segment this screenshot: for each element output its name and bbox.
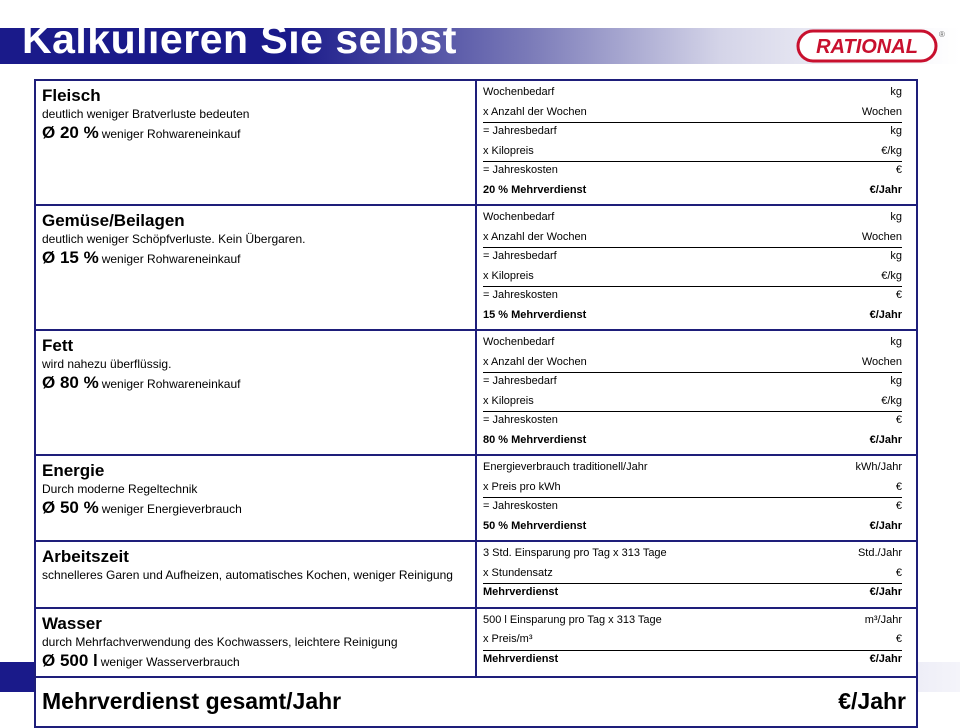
savings-value: Ø 80 % xyxy=(42,373,99,392)
category-row xyxy=(35,541,917,608)
logo-text: RATIONAL xyxy=(816,36,918,58)
calc-label: Wochenbedarf xyxy=(483,86,555,98)
calc-unit: kg xyxy=(890,86,902,98)
rational-logo xyxy=(796,28,946,64)
category-info-cell xyxy=(35,330,476,455)
savings-value: Ø 50 % xyxy=(42,498,99,517)
category-savings xyxy=(42,651,469,672)
calc-unit: €/Jahr xyxy=(869,433,902,446)
calc-unit: € xyxy=(895,633,902,645)
calc-line xyxy=(483,268,902,288)
calc-line xyxy=(483,584,902,604)
category-row xyxy=(35,80,917,205)
calc-label: = Jahreskosten xyxy=(483,164,558,176)
calc-label: x Preis/m³ xyxy=(483,633,533,645)
category-row xyxy=(35,205,917,330)
category-row xyxy=(35,330,917,455)
calc-line xyxy=(483,373,902,393)
savings-text: weniger Rohwareneinkauf xyxy=(101,252,241,266)
category-title: Arbeitszeit xyxy=(42,547,129,566)
calc-label: x Anzahl der Wochen xyxy=(483,105,587,118)
savings-text: weniger Wasserverbrauch xyxy=(100,654,240,669)
total-cell xyxy=(35,677,917,727)
calc-line xyxy=(483,84,902,104)
calc-label: Wochenbedarf xyxy=(483,336,555,348)
calc-unit: €/kg xyxy=(881,394,902,407)
calc-unit: kg xyxy=(890,125,902,137)
calc-line xyxy=(483,432,902,452)
calculation-table xyxy=(34,79,918,728)
category-info-cell xyxy=(35,541,476,608)
calculation-cell xyxy=(476,330,917,455)
total-unit: €/Jahr xyxy=(838,688,906,714)
calc-label: 50 % Mehrverdienst xyxy=(483,519,587,532)
calc-line xyxy=(483,612,902,632)
calc-label: x Kilopreis xyxy=(483,144,534,157)
category-title: Gemüse/Beilagen xyxy=(42,211,185,230)
category-title: Energie xyxy=(42,461,105,480)
calc-label: = Jahreskosten xyxy=(483,414,558,426)
calc-unit: €/kg xyxy=(881,269,902,282)
calc-unit: €/Jahr xyxy=(869,183,902,196)
calc-line xyxy=(483,498,902,518)
calc-line xyxy=(483,209,902,229)
category-savings xyxy=(42,498,469,519)
calculation-cell xyxy=(476,455,917,541)
calc-label: 15 % Mehrverdienst xyxy=(483,308,587,321)
calc-line xyxy=(483,334,902,354)
calc-unit: kg xyxy=(890,375,902,387)
calc-label: Mehrverdienst xyxy=(483,586,559,598)
calc-line xyxy=(483,229,902,249)
total-row xyxy=(35,677,917,727)
savings-text: weniger Rohwareneinkauf xyxy=(101,377,241,391)
calc-label: x Anzahl der Wochen xyxy=(483,230,587,243)
calc-unit: €/Jahr xyxy=(869,519,902,532)
calc-line xyxy=(483,143,902,163)
calc-line xyxy=(483,354,902,374)
calc-unit: €/kg xyxy=(881,144,902,157)
total-label: Mehrverdienst gesamt/Jahr xyxy=(42,688,342,714)
calc-unit: m³/Jahr xyxy=(864,613,902,626)
category-info-cell xyxy=(35,80,476,205)
calc-label: = Jahresbedarf xyxy=(483,375,557,387)
calc-line xyxy=(483,518,902,538)
category-description: durch Mehrfachverwendung des Kochwassers, leichtere Reinigung xyxy=(42,634,398,649)
calc-label: Wochenbedarf xyxy=(483,211,555,223)
calculation-cell xyxy=(476,608,917,677)
category-title: Fett xyxy=(42,336,74,355)
category-info-cell xyxy=(35,608,476,677)
calc-line xyxy=(483,248,902,268)
calc-label: = Jahreskosten xyxy=(483,500,558,512)
calc-line xyxy=(483,651,902,671)
calc-label: x Kilopreis xyxy=(483,394,534,407)
calc-label: x Kilopreis xyxy=(483,269,534,282)
calc-label: x Stundensatz xyxy=(483,566,553,579)
category-savings xyxy=(42,248,469,269)
calc-label: = Jahresbedarf xyxy=(483,250,557,262)
calculation-cell xyxy=(476,80,917,205)
calc-unit: € xyxy=(895,414,902,426)
calc-unit: €/Jahr xyxy=(869,586,902,598)
savings-text: weniger Energieverbrauch xyxy=(101,502,242,516)
calc-line xyxy=(483,393,902,413)
calc-unit: € xyxy=(895,480,902,493)
category-savings xyxy=(42,373,469,394)
calculation-cell xyxy=(476,541,917,608)
calc-label: 20 % Mehrverdienst xyxy=(483,183,587,196)
calc-label: Energieverbrauch traditionell/Jahr xyxy=(483,461,648,473)
calc-line xyxy=(483,182,902,202)
calc-unit: Wochen xyxy=(861,230,902,243)
calc-unit: €/Jahr xyxy=(869,652,902,665)
savings-value: Ø 15 % xyxy=(42,248,99,267)
calc-unit: kg xyxy=(890,211,902,223)
calc-line xyxy=(483,287,902,307)
calc-line xyxy=(483,104,902,124)
calc-line xyxy=(483,162,902,182)
calc-label: x Preis pro kWh xyxy=(483,480,561,493)
calc-label: x Anzahl der Wochen xyxy=(483,355,587,368)
calculation-cell xyxy=(476,205,917,330)
category-info-cell xyxy=(35,205,476,330)
calc-label: 500 l Einsparung pro Tag x 313 Tage xyxy=(483,613,662,626)
calc-unit: € xyxy=(895,566,902,579)
calc-unit: kg xyxy=(890,336,902,348)
header-accent-block xyxy=(0,28,14,64)
category-row xyxy=(35,608,917,677)
calc-unit: € xyxy=(895,164,902,176)
calc-unit: € xyxy=(895,289,902,301)
calc-unit: Wochen xyxy=(861,355,902,368)
calc-line xyxy=(483,565,902,585)
calc-line xyxy=(483,412,902,432)
savings-value: Ø 500 l xyxy=(42,650,98,670)
category-savings xyxy=(42,123,469,144)
calc-label: 3 Std. Einsparung pro Tag x 313 Tage xyxy=(483,547,667,559)
calc-line xyxy=(483,123,902,143)
category-title: Wasser xyxy=(42,613,102,633)
category-description: deutlich weniger Bratverluste bedeuten xyxy=(42,107,250,121)
calc-unit: €/Jahr xyxy=(869,308,902,321)
calc-unit: kg xyxy=(890,250,902,262)
calc-line xyxy=(483,479,902,499)
calc-label: Mehrverdienst xyxy=(483,652,559,665)
calc-label: 80 % Mehrverdienst xyxy=(483,433,587,446)
savings-value: Ø 20 % xyxy=(42,123,99,142)
registered-mark: ® xyxy=(939,30,945,39)
calc-line xyxy=(483,307,902,327)
category-row xyxy=(35,455,917,541)
category-title: Fleisch xyxy=(42,86,101,105)
calc-line xyxy=(483,459,902,479)
calc-line xyxy=(483,545,902,565)
category-info-cell xyxy=(35,455,476,541)
category-description: Durch moderne Regeltechnik xyxy=(42,482,198,496)
calc-unit: Std./Jahr xyxy=(857,547,902,559)
calc-label: = Jahresbedarf xyxy=(483,125,557,137)
calc-unit: Wochen xyxy=(861,105,902,118)
calc-line xyxy=(483,631,902,651)
calc-unit: kWh/Jahr xyxy=(855,461,902,473)
calc-unit: € xyxy=(895,500,902,512)
page-title: Kalkulieren Sie selbst xyxy=(22,16,457,62)
category-description: deutlich weniger Schöpfverluste. Kein Übergaren. xyxy=(42,232,306,246)
savings-text: weniger Rohwareneinkauf xyxy=(101,127,241,141)
calc-label: = Jahreskosten xyxy=(483,289,558,301)
category-description: schnelleres Garen und Aufheizen, automatisches Kochen, weniger Reinigung xyxy=(42,568,453,582)
category-description: wird nahezu überflüssig. xyxy=(42,357,172,371)
